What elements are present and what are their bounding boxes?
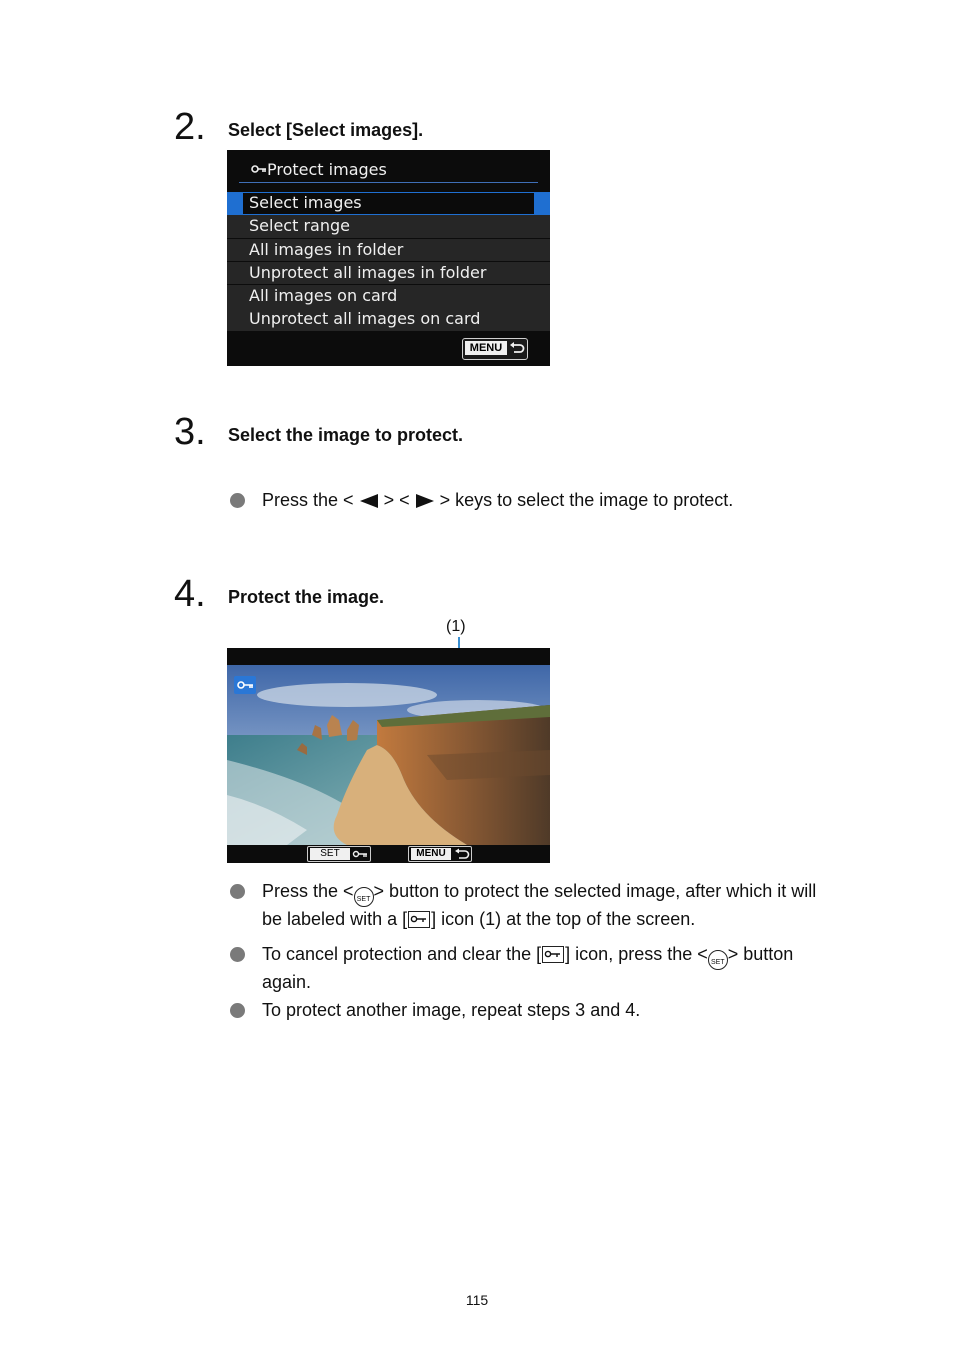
menu-list (227, 192, 550, 332)
step-2-title: Select [Select images]. (228, 120, 424, 140)
key-icon (351, 848, 369, 860)
playback-bottom-bar (227, 845, 550, 863)
menu-item-select-range[interactable]: Select range (227, 215, 550, 238)
menu-item-all-images-in-folder[interactable]: All images in folder (227, 239, 550, 262)
bullet-dot (230, 493, 245, 508)
left-arrow-key-icon (359, 493, 379, 509)
menu-title (251, 160, 387, 179)
protect-key-icon (542, 946, 564, 963)
step-3-title: Select the image to protect. (228, 425, 464, 445)
protect-key-icon (408, 911, 430, 928)
menu-item-all-images-on-card[interactable]: All images on card (227, 285, 550, 308)
right-arrow-key-icon (415, 493, 435, 509)
return-arrow-icon (509, 341, 525, 355)
landscape-photo (227, 665, 550, 845)
step-3-number: 3. (174, 411, 206, 453)
set-button-label: SET (310, 848, 350, 860)
key-icon (234, 676, 256, 694)
bullet-dot (230, 1003, 245, 1018)
menu-button-label: MENU (465, 341, 507, 355)
menu-item-unprotect-all-in-folder[interactable]: Unprotect all images in folder (227, 262, 550, 285)
menu-item-unprotect-all-on-card[interactable]: Unprotect all images on card (227, 308, 550, 331)
page-number: 115 (465, 1292, 489, 1308)
key-icon (251, 164, 267, 174)
playback-screen (227, 648, 550, 863)
menu-item-select-images[interactable]: Select images (227, 192, 550, 215)
step-4-title: Protect the image. (228, 587, 385, 607)
coastal-cliffs-image (227, 665, 550, 845)
set-button-icon: SET (708, 950, 728, 970)
menu-button-label: MENU (411, 848, 451, 860)
bullet-dot (230, 884, 245, 899)
set-button-icon: SET (354, 887, 374, 907)
step-4-bullet-2: To cancel protection and clear the [ ] icon, press the < SET > button again. (230, 942, 880, 994)
protect-status-icon (234, 676, 256, 694)
step-2-number: 2. (174, 106, 206, 148)
bullet-dot (230, 947, 245, 962)
set-protect-button[interactable] (307, 846, 371, 862)
callout-label-1: (1) (446, 618, 466, 635)
menu-title-text: Protect images (267, 160, 387, 179)
menu-title-divider (239, 182, 538, 183)
step-4-number: 4. (174, 573, 206, 615)
return-arrow-icon (454, 848, 470, 860)
step-4-bullet-1: Press the < SET > button to protect the selected image, after which it will be labeled with a [ ] icon (1) at the top of the screen. (230, 879, 880, 931)
menu-back-button[interactable] (462, 338, 528, 360)
protect-images-menu-screen (227, 150, 550, 366)
photo-menu-back-button[interactable] (408, 846, 472, 862)
